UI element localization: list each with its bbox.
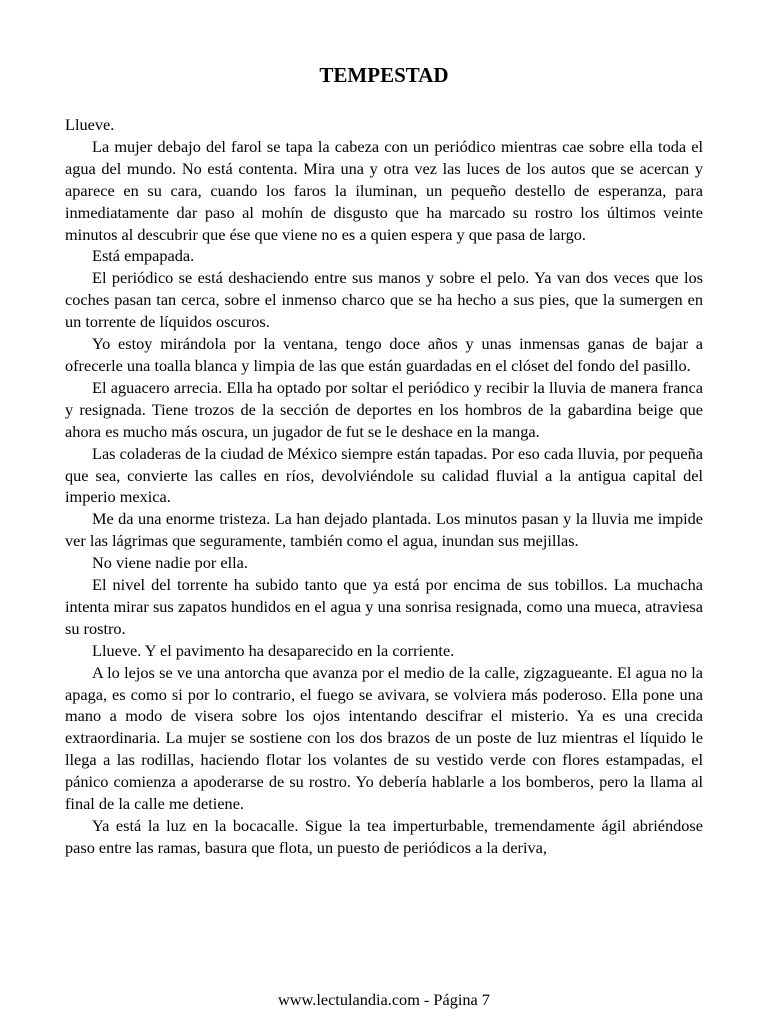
paragraph-0: Llueve. — [65, 115, 115, 134]
paragraph-2: Está empapada. — [92, 246, 195, 266]
paragraph-11: A lo lejos se ve una antorcha que avanza por el medio de la calle, zigzagueante. El agua no la apaga, es como si por lo contrario, el fuego se avivara, se volviera más poderoso. Ella pone una mano a modo de visera sobre los ojos intentando descifrar el misterio. Ya es una crecida extraordinaria. La mujer se sostiene con los dos brazos de un poste de luz mientras el líquido le llega a las rodillas, haciendo flotar los volantes de su vestido verde con flores estampadas, el pánico comienza a apoderarse de su rostro. Yo debería hablarle a los bomberos, pero la llama al final de la calle me detiene. — [65, 662, 703, 814]
paragraph-9: El nivel del torrente ha subido tanto que ya está por encima de sus tobillos. La muchacha intenta mirar sus zapatos hundidos en el agua y una sonrisa resignada, como una mueca, atraviesa su rostro. — [65, 575, 703, 638]
paragraph-12: Ya está la luz en la bocacalle. Sigue la tea imperturbable, tremendamente ágil abriéndose paso entre las ramas, basura que flota, un puesto de periódicos a la deriva, — [65, 816, 703, 857]
paragraph-7: Me da una enorme tristeza. La han dejado plantada. Los minutos pasan y la lluvia me impide ver las lágrimas que seguramente, también como el agua, inundan sus mejillas. — [65, 509, 703, 551]
paragraph-6: Las coladeras de la ciudad de México siempre están tapadas. Por eso cada lluvia, por pequeña que sea, convierte las calles en ríos, devolviéndole su calidad fluvial a la antigua capital del imperio mexica. — [65, 443, 703, 507]
paragraph-8: No viene nadie por ella. — [92, 553, 248, 573]
paragraph-5: El aguacero arrecia. Ella ha optado por soltar el periódico y recibir la lluvia de manera franca y resignada. Tiene trozos de la sección de deportes en los hombros de la gabardina beige que ahora es mucho más oscura, un jugador de fut se le deshace en la manga. — [65, 377, 703, 441]
page-footer: www.lectulandia.com - Página 7 — [278, 990, 490, 1009]
paragraph-4: Yo estoy mirándola por la ventana, tengo doce años y unas inmensas ganas de bajar a ofrecerle una toalla blanca y limpia de las que están guardadas en el clóset del fondo del pasillo. — [65, 334, 703, 375]
paragraph-10: Llueve. Y el pavimento ha desaparecido en la corriente. — [92, 640, 455, 660]
paragraph-1: La mujer debajo del farol se tapa la cabeza con un periódico mientras cae sobre ella toda el agua del mundo. No está contenta. Mira una y otra vez las luces de los autos que se acercan y aparece en su cara, cuando los faros la iluminan, un pequeño destello de esperanza, para inmediatamente dar paso al mohín de disgusto que ha marcado su rostro los últimos veinte minutos al descubrir que ése que viene no es a quien espera y que pasa de largo. — [65, 136, 703, 244]
paragraph-3: El periódico se está deshaciendo entre sus manos y sobre el pelo. Ya van dos veces que los coches pasan tan cerca, sobre el inmenso charco que se ha hecho a sus pies, que la sumergen en un torrente de líquidos oscuros. — [65, 268, 703, 332]
story-body — [65, 114, 703, 859]
chapter-title: TEMPESTAD — [319, 63, 449, 87]
